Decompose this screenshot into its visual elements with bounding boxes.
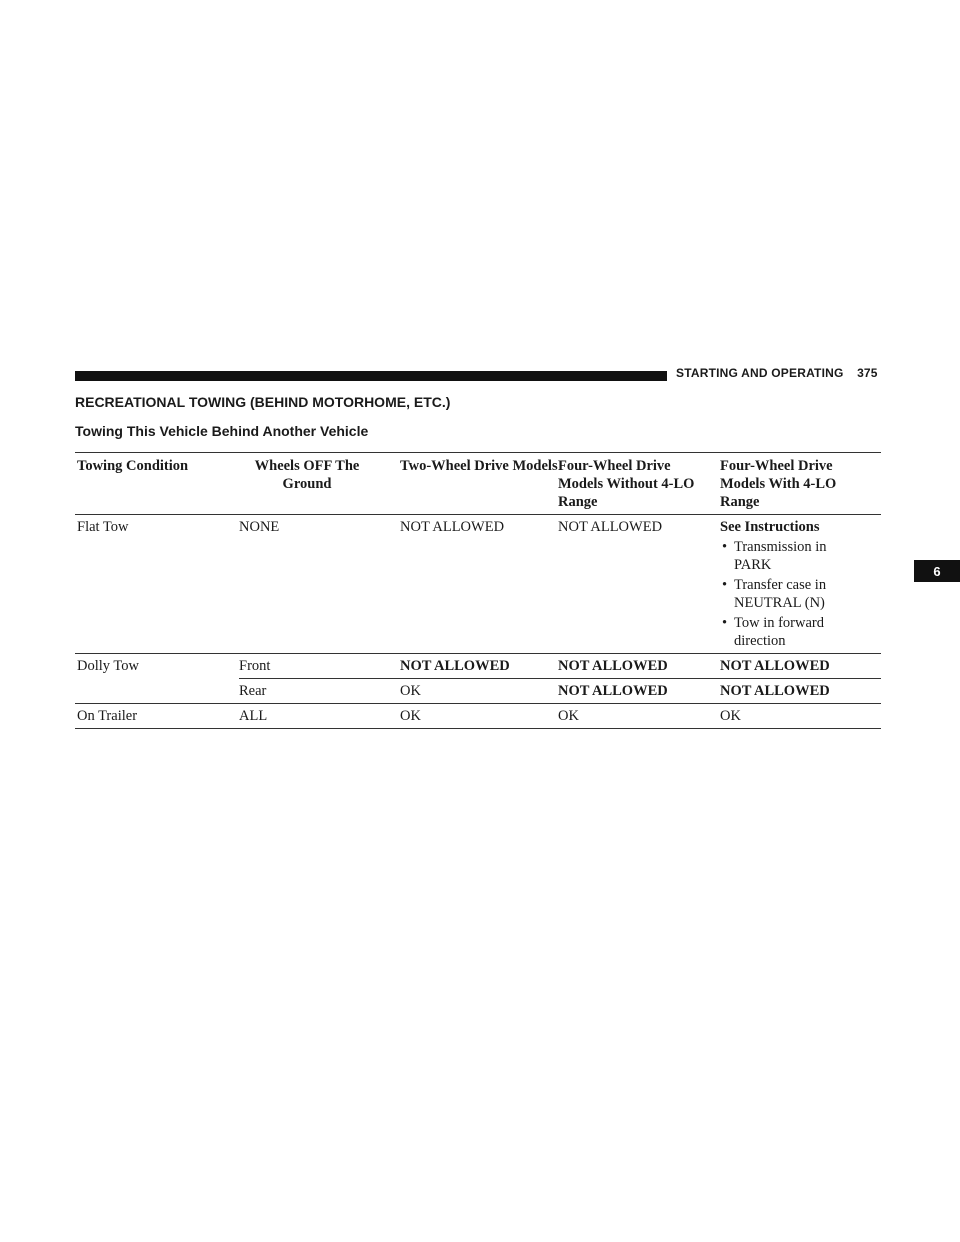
table-header-row xyxy=(75,453,881,515)
cell-condition-empty xyxy=(75,679,239,704)
cell-four-wd-without: NOT ALLOWED xyxy=(558,519,663,535)
instructions-heading: See Instructions xyxy=(720,519,820,535)
header-4wd-with-4lo: Four-Wheel Drive Models With 4-LO Range xyxy=(720,458,837,510)
table-row xyxy=(75,679,881,704)
cell-four-wd-with: OK xyxy=(720,708,741,724)
section-name: STARTING AND OPERATING xyxy=(676,366,844,380)
cell-four-wd-without: NOT ALLOWED xyxy=(558,658,668,674)
cell-wheels: Front xyxy=(239,658,271,674)
cell-wheels: ALL xyxy=(239,708,268,724)
cell-two-wd: NOT ALLOWED xyxy=(400,519,505,535)
cell-wheels: NONE xyxy=(239,519,280,535)
cell-condition: Dolly Tow xyxy=(77,658,139,674)
header-4wd-without-4lo: Four-Wheel Drive Models Without 4-LO Range xyxy=(558,458,695,510)
table-row xyxy=(75,515,881,654)
cell-four-wd-with: NOT ALLOWED xyxy=(720,658,830,674)
cell-condition: On Trailer xyxy=(77,708,138,724)
table-row xyxy=(75,654,881,679)
towing-table xyxy=(75,452,881,729)
cell-four-wd-without: OK xyxy=(558,708,579,724)
cell-four-wd-with xyxy=(720,515,881,654)
section-title: RECREATIONAL TOWING (BEHIND MOTORHOME, ETC.) xyxy=(75,394,451,410)
chapter-number: 6 xyxy=(933,563,941,579)
table-title: Towing This Vehicle Behind Another Vehicle xyxy=(75,423,369,439)
page-number: 375 xyxy=(857,366,878,380)
chapter-tab xyxy=(914,560,960,582)
table-row xyxy=(75,704,881,729)
list-item: • Tow in forward direction xyxy=(720,614,863,650)
instructions-list xyxy=(720,538,863,650)
cell-two-wd: OK xyxy=(400,708,421,724)
list-item: • Transmission in PARK xyxy=(720,538,863,574)
cell-four-wd-with: NOT ALLOWED xyxy=(720,683,830,699)
header-towing-condition: Towing Condition xyxy=(77,458,189,474)
running-header xyxy=(676,366,878,380)
cell-four-wd-without: NOT ALLOWED xyxy=(558,683,668,699)
cell-two-wd: OK xyxy=(400,683,421,699)
header-rule xyxy=(75,371,667,381)
cell-two-wd: NOT ALLOWED xyxy=(400,658,510,674)
header-wheels-off-ground: Wheels OFF The Ground xyxy=(254,458,360,492)
cell-condition: Flat Tow xyxy=(77,519,129,535)
list-item: • Transfer case in NEUTRAL (N) xyxy=(720,576,863,612)
header-two-wheel-drive: Two-Wheel Drive Models xyxy=(400,458,558,474)
cell-wheels: Rear xyxy=(239,683,267,699)
